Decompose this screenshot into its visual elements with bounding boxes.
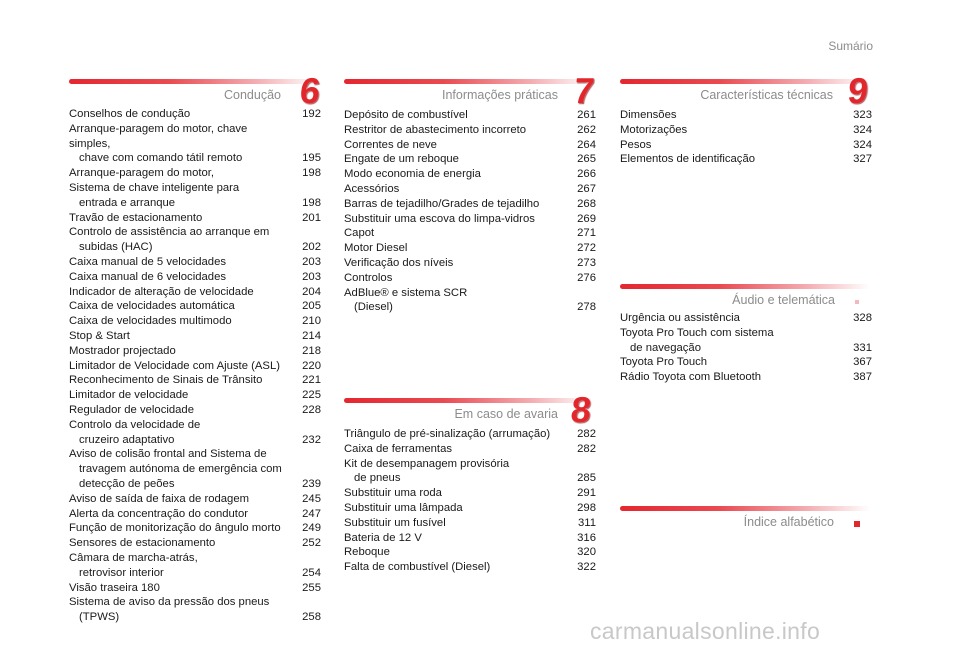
toc-entry-title: chave com comando tátil remoto [79, 152, 243, 165]
toc-entry-page: 311 [577, 516, 596, 529]
toc-entry-page: 245 [302, 492, 321, 505]
toc-entry-title: Caixa manual de 5 velocidades [69, 255, 226, 268]
toc-entry-title: Bateria de 12 V [344, 531, 422, 544]
toc-entry[interactable] [344, 271, 596, 286]
chapter-number[interactable]: 6 [297, 70, 323, 111]
section-band [620, 506, 870, 511]
toc-list [620, 311, 872, 385]
toc-entry-title: Reconhecimento de Sinais de Trânsito [69, 374, 263, 387]
toc-entry-page: 265 [577, 153, 596, 166]
toc-entry-page: 214 [302, 329, 321, 342]
toc-entry[interactable] [69, 285, 321, 300]
toc-entry-page: 239 [302, 477, 321, 490]
toc-entry-page: 261 [577, 109, 596, 121]
toc-entry-title: Urgência ou assistência [620, 312, 740, 324]
section-marker-icon [854, 521, 860, 527]
toc-entry-title: Conselhos de condução [69, 108, 191, 120]
toc-entry[interactable] [344, 427, 596, 442]
toc-entry-page: 218 [302, 344, 321, 357]
toc-entry-page: 232 [302, 433, 321, 446]
toc-entry[interactable] [69, 166, 321, 181]
toc-entry-title: Câmara de marcha-atrás, [69, 551, 198, 564]
toc-entry-page: 198 [302, 196, 321, 209]
toc-entry-title: Substituir um fusível [344, 516, 446, 529]
toc-entry-page: 327 [853, 153, 872, 166]
toc-entry-title: Restritor de abastecimento incorreto [344, 123, 527, 136]
toc-entry[interactable] [344, 516, 596, 531]
section-band [344, 398, 594, 403]
toc-entry-title: (Diesel) [354, 301, 393, 314]
toc-entry-title: Falta de combustível (Diesel) [344, 561, 491, 574]
toc-entry-title: Função de monitorização do ângulo morto [69, 522, 281, 535]
toc-entry[interactable] [69, 492, 321, 507]
toc-entry-page: 198 [302, 167, 321, 180]
toc-entry[interactable] [344, 123, 596, 138]
section-audio [620, 284, 872, 394]
toc-entry-title: Caixa de velocidades automática [69, 300, 235, 313]
toc-entry-page: 367 [853, 356, 872, 369]
toc-entry-title: Caixa manual de 6 velocidades [69, 270, 226, 283]
toc-entry-title: Aviso de colisão frontal and Sistema de [69, 448, 267, 461]
toc-entry-title: Engate de um reboque [344, 153, 459, 166]
section-conducao [69, 70, 323, 624]
toc-entry-page: 254 [302, 566, 321, 579]
toc-entry-page: 282 [577, 442, 596, 455]
toc-entry[interactable] [69, 418, 321, 448]
toc-entry-title: Motor Diesel [344, 242, 408, 255]
toc-entry[interactable] [344, 545, 596, 560]
toc-entry-title: Visão traseira 180 [69, 581, 160, 594]
toc-entry-title: Pesos [620, 138, 652, 151]
toc-entry-page: 204 [302, 285, 321, 298]
toc-entry-title: Controlos [344, 271, 393, 284]
summary-link[interactable]: Sumário [828, 39, 873, 53]
section-indice [620, 506, 872, 536]
toc-entry[interactable] [69, 181, 321, 211]
toc-entry[interactable] [69, 507, 321, 522]
toc-list [344, 108, 596, 315]
toc-entry-page: 272 [577, 242, 596, 255]
toc-entry[interactable] [344, 167, 596, 182]
toc-entry[interactable] [344, 152, 596, 167]
toc-entry-title: detecção de peões [79, 477, 175, 490]
chapter-number[interactable]: 8 [568, 389, 594, 430]
toc-entry-page: 220 [302, 359, 321, 372]
toc-entry[interactable] [620, 138, 872, 153]
section-title[interactable]: Áudio e telemática [732, 293, 835, 307]
toc-entry[interactable] [69, 211, 321, 226]
toc-entry-page: 387 [853, 371, 872, 384]
toc-entry-page: 316 [577, 531, 596, 544]
toc-entry-title: Barras de tejadilho/Grades de tejadilho [344, 197, 540, 210]
toc-entry-title: Travão de estacionamento [69, 211, 203, 224]
toc-entry-title: Limitador de velocidade [69, 389, 189, 402]
toc-entry-page: 328 [853, 312, 872, 324]
toc-entry[interactable] [69, 403, 321, 418]
toc-entry[interactable] [620, 123, 872, 138]
toc-entry-title: Motorizações [620, 123, 688, 136]
toc-entry-title: de navegação [630, 341, 701, 354]
watermark: carmanualsonline.info [590, 618, 821, 644]
chapter-number[interactable]: 9 [845, 70, 871, 111]
section-band [69, 79, 319, 84]
toc-entry[interactable] [620, 370, 872, 385]
toc-entry-title: Capot [344, 227, 375, 240]
toc-entry[interactable] [69, 595, 321, 625]
toc-entry[interactable] [344, 486, 596, 501]
toc-entry-page: 323 [853, 109, 872, 121]
toc-entry-page: 203 [302, 270, 321, 283]
toc-entry-title: Elementos de identificação [620, 153, 756, 166]
toc-entry[interactable] [344, 182, 596, 197]
toc-entry[interactable] [69, 447, 321, 491]
section-caracteristicas [620, 70, 872, 189]
toc-entry[interactable] [344, 531, 596, 546]
toc-entry-page: 205 [302, 300, 321, 313]
toc-entry-page: 271 [577, 227, 596, 240]
toc-entry[interactable] [69, 270, 321, 285]
toc-entry-page: 273 [577, 256, 596, 269]
toc-entry-page: 258 [302, 611, 321, 624]
toc-entry[interactable] [69, 225, 321, 255]
toc-entry-title: Stop & Start [69, 329, 130, 342]
toc-entry[interactable] [69, 255, 321, 270]
toc-entry-page: 291 [577, 487, 596, 500]
section-marker-icon [855, 300, 859, 304]
toc-entry-title: Regulador de velocidade [69, 403, 194, 416]
toc-entry-title: Triângulo de pré-sinalização (arrumação) [344, 428, 551, 440]
toc-entry-page: 249 [302, 522, 321, 535]
toc-entry-title: travagem autónoma de emergência com [79, 463, 282, 476]
toc-entry-page: 320 [577, 546, 596, 559]
toc-entry[interactable] [344, 226, 596, 241]
toc-entry-title: de pneus [354, 472, 401, 485]
toc-entry-title: Depósito de combustível [344, 109, 468, 121]
toc-entry[interactable] [620, 108, 872, 123]
toc-list [344, 427, 596, 575]
toc-entry-page: 322 [577, 561, 596, 574]
toc-entry-page: 298 [577, 501, 596, 514]
toc-entry[interactable] [69, 359, 321, 374]
toc-entry-title: Limitador de Velocidade com Ajuste (ASL) [69, 359, 280, 372]
toc-entry-title: cruzeiro adaptativo [79, 433, 175, 446]
toc-entry-page: 285 [577, 472, 596, 485]
toc-entry-title: Substituir uma lâmpada [344, 501, 463, 514]
toc-entry-page: 324 [853, 138, 872, 151]
toc-entry-title: Substituir uma escova do limpa-vidros [344, 212, 535, 225]
toc-entry-title: Sistema de aviso da pressão dos pneus [69, 596, 270, 609]
toc-entry[interactable] [344, 560, 596, 575]
toc-entry[interactable] [69, 536, 321, 551]
toc-entry-title: Aviso de saída de faixa de rodagem [69, 492, 250, 505]
toc-entry-title: Controlo de assistência ao arranque em [69, 226, 270, 239]
section-avaria [344, 389, 596, 588]
toc-entry-page: 262 [577, 123, 596, 136]
chapter-number[interactable]: 7 [571, 70, 597, 111]
toc-entry-page: 225 [302, 389, 321, 402]
toc-entry[interactable] [344, 457, 596, 487]
toc-entry-title: Alerta da concentração do condutor [69, 507, 248, 520]
toc-entry-page: 331 [853, 341, 872, 354]
toc-entry-title: (TPWS) [79, 611, 120, 624]
toc-entry-title: Mostrador projectado [69, 344, 176, 357]
toc-list [620, 108, 872, 167]
toc-entry-title: Arranque-paragem do motor, chave simples, [69, 122, 248, 150]
toc-entry-title: subidas (HAC) [79, 241, 153, 254]
toc-entry-page: 192 [302, 108, 321, 120]
toc-entry-title: Modo economia de energia [344, 168, 481, 181]
toc-entry-page: 269 [577, 212, 596, 225]
toc-entry-page: 278 [577, 301, 596, 314]
toc-entry[interactable] [69, 314, 321, 329]
toc-entry-title: Dimensões [620, 109, 677, 121]
toc-entry-page: 264 [577, 138, 596, 151]
toc-entry[interactable] [620, 326, 872, 356]
toc-entry[interactable] [344, 197, 596, 212]
toc-entry-title: Controlo da velocidade de [69, 418, 201, 431]
toc-entry-page: 221 [302, 374, 321, 387]
toc-entry-title: Toyota Pro Touch [620, 356, 708, 369]
toc-entry-page: 252 [302, 537, 321, 550]
toc-entry[interactable] [69, 122, 321, 166]
toc-entry-page: 266 [577, 168, 596, 181]
section-title[interactable]: Condução [224, 88, 281, 102]
toc-entry-title: Sensores de estacionamento [69, 537, 216, 550]
toc-entry[interactable] [69, 299, 321, 314]
toc-entry-page: 203 [302, 255, 321, 268]
toc-list [69, 107, 321, 625]
toc-entry-page: 255 [302, 581, 321, 594]
toc-entry-page: 282 [577, 428, 596, 440]
toc-entry[interactable] [344, 212, 596, 227]
toc-entry[interactable] [344, 442, 596, 457]
toc-entry-title: Sistema de chave inteligente para [69, 181, 240, 194]
toc-entry-title: entrada e arranque [79, 196, 176, 209]
toc-entry[interactable] [620, 311, 872, 326]
toc-entry[interactable] [69, 581, 321, 596]
section-band [620, 284, 870, 289]
section-title[interactable]: Informações práticas [441, 88, 558, 102]
toc-entry-title: Substituir uma roda [344, 487, 442, 500]
section-title[interactable]: Características técnicas [700, 88, 833, 102]
toc-entry[interactable] [69, 521, 321, 536]
toc-entry-title: Rádio Toyota com Bluetooth [620, 371, 762, 384]
toc-entry-page: 268 [577, 197, 596, 210]
toc-entry-page: 201 [302, 211, 321, 224]
toc-entry-title: retrovisor interior [79, 566, 164, 579]
toc-entry-page: 195 [302, 152, 321, 165]
toc-entry-title: Indicador de alteração de velocidade [69, 285, 254, 298]
toc-entry[interactable] [620, 152, 872, 167]
toc-entry-title: Kit de desempanagem provisória [344, 457, 510, 470]
toc-entry-title: Arranque-paragem do motor, [69, 167, 215, 180]
section-band [344, 79, 594, 84]
toc-entry[interactable] [344, 286, 596, 316]
toc-entry[interactable] [69, 373, 321, 388]
section-title[interactable]: Índice alfabético [743, 515, 834, 529]
toc-entry[interactable] [620, 355, 872, 370]
toc-entry-page: 276 [577, 271, 596, 284]
toc-entry-title: AdBlue® e sistema SCR [344, 286, 468, 299]
toc-entry[interactable] [69, 329, 321, 344]
toc-entry-page: 202 [302, 241, 321, 254]
toc-entry-page: 267 [577, 182, 596, 195]
toc-entry-title: Verificação dos níveis [344, 256, 454, 269]
section-title[interactable]: Em caso de avaria [454, 407, 558, 421]
toc-entry-page: 324 [853, 123, 872, 136]
toc-entry[interactable] [69, 388, 321, 403]
toc-entry-title: Toyota Pro Touch com sistema [620, 326, 774, 339]
toc-entry-title: Caixa de ferramentas [344, 442, 452, 455]
toc-entry-page: 247 [302, 507, 321, 520]
toc-entry-title: Caixa de velocidades multimodo [69, 315, 232, 328]
toc-entry[interactable] [69, 551, 321, 581]
section-band [620, 79, 870, 84]
toc-entry-title: Reboque [344, 546, 390, 559]
toc-entry[interactable] [344, 241, 596, 256]
toc-entry[interactable] [344, 108, 596, 123]
toc-entry-page: 228 [302, 403, 321, 416]
toc-entry-title: Acessórios [344, 182, 400, 195]
toc-entry-title: Correntes de neve [344, 138, 437, 151]
toc-entry[interactable] [69, 344, 321, 359]
toc-entry[interactable] [344, 501, 596, 516]
toc-entry-page: 210 [302, 315, 321, 328]
section-informacoes [344, 70, 597, 319]
toc-entry[interactable] [344, 138, 596, 153]
toc-entry[interactable] [344, 256, 596, 271]
toc-entry[interactable] [69, 107, 321, 122]
